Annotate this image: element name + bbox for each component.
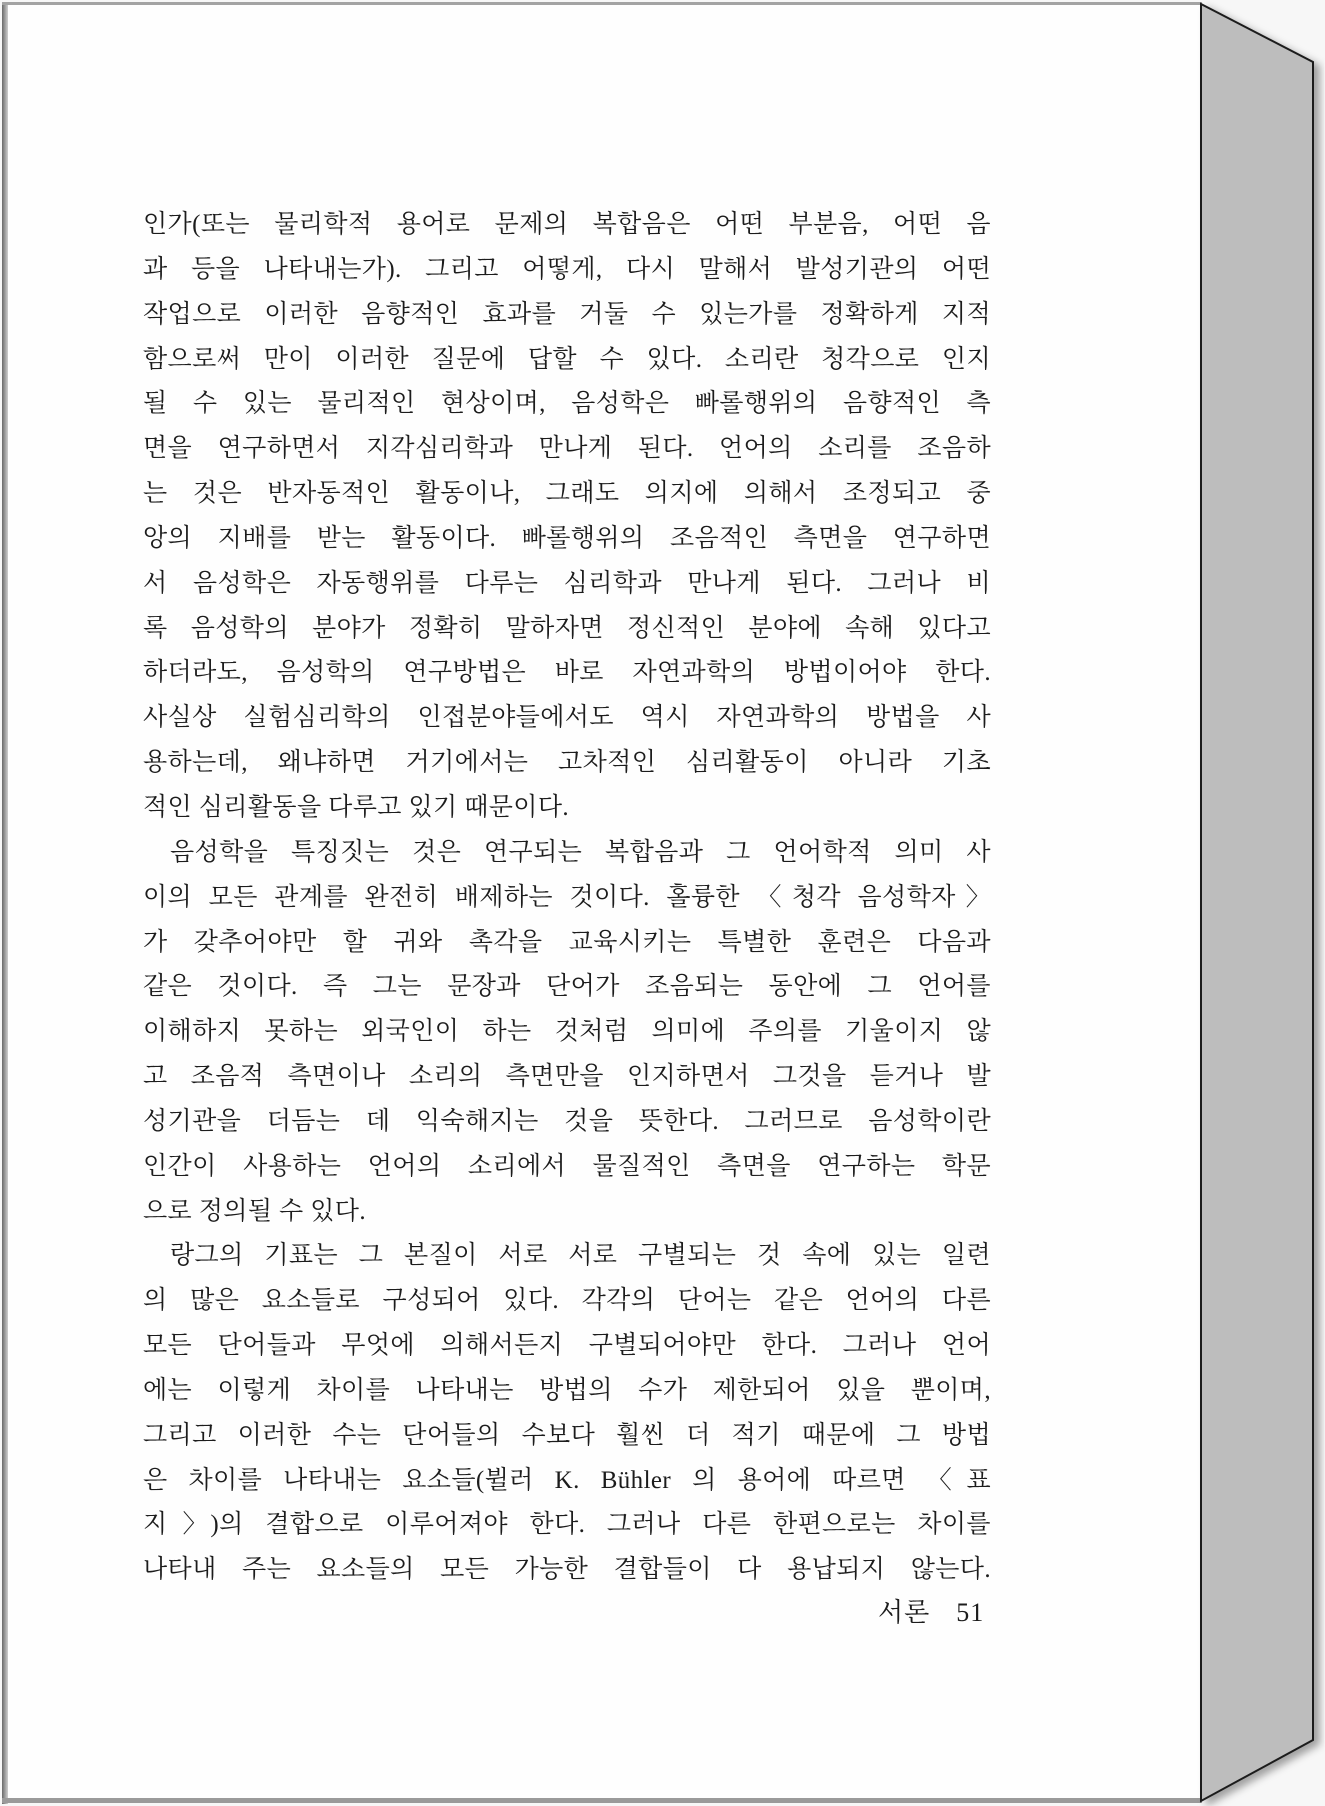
text-line: 사실상 실험심리학의 인접분야들에서도 역시 자연과학의 방법을 사 bbox=[143, 704, 991, 732]
text-line: 모든 단어들과 무엇에 의해서든지 구별되어야만 한다. 그러나 언어 bbox=[143, 1332, 991, 1360]
text-line: 면을 연구하면서 지각심리학과 만나게 된다. 언어의 소리를 조음하 bbox=[143, 435, 991, 463]
text-line: 작업으로 이러한 음향적인 효과를 거둘 수 있는가를 정확하게 지적 bbox=[143, 300, 991, 328]
text-line: 하더라도, 음성학의 연구방법은 바로 자연과학의 방법이어야 한다. bbox=[143, 659, 991, 687]
text-line: 랑그의 기표는 그 본질이 서로 서로 구별되는 것 속에 있는 일련 bbox=[170, 1242, 991, 1270]
text-line: 나타내 주는 요소들의 모든 가능한 결합들이 다 용납되지 않는다. bbox=[143, 1556, 991, 1584]
text-line: 록 음성학의 분야가 정확히 말하자면 정신적인 분야에 속해 있다고 bbox=[143, 614, 991, 642]
text-line: 함으로써 만이 이러한 질문에 답할 수 있다. 소리란 청각으로 인지 bbox=[143, 345, 991, 373]
text-line: 성기관을 더듬는 데 익숙해지는 것을 뜻한다. 그러므로 음성학이란 bbox=[143, 1107, 991, 1135]
text-line: 고 조음적 측면이나 소리의 측면만을 인지하면서 그것을 듣거나 발 bbox=[143, 1063, 991, 1091]
text-line: 음성학을 특징짓는 것은 연구되는 복합음과 그 언어학적 의미 사 bbox=[170, 838, 991, 866]
text-line: 이해하지 못하는 외국인이 하는 것처럼 의미에 주의를 기울이지 않 bbox=[143, 1018, 991, 1046]
text-line: 지〉)의 결합으로 이루어져야 한다. 그러나 다른 한편으로는 차이를 bbox=[143, 1511, 991, 1539]
text-line: 용하는데, 왜냐하면 거기에서는 고차적인 심리활동이 아니라 기초 bbox=[143, 749, 991, 777]
text-line: 인가(또는 물리학적 용어로 문제의 복합음은 어떤 부분음, 어떤 음 bbox=[143, 211, 991, 238]
page-surface bbox=[6, 4, 1201, 1801]
text-line: 적인 심리활동을 다루고 있기 때문이다. bbox=[143, 793, 570, 821]
text-line: 가 갖추어야만 할 귀와 촉각을 교육시키는 특별한 훈련은 다음과 bbox=[143, 928, 991, 956]
footer-section-title: 서론 bbox=[878, 1598, 931, 1627]
page-footer bbox=[878, 1592, 984, 1629]
text-line: 는 것은 반자동적인 활동이나, 그래도 의지에 의해서 조정되고 중 bbox=[143, 480, 991, 508]
text-line: 은 차이를 나타내는 요소들(뷜러 K. Bühler 의 용어에 따르면 〈표 bbox=[143, 1466, 991, 1494]
text-line: 의 많은 요소들로 구성되어 있다. 각각의 단어는 같은 언어의 다른 bbox=[143, 1287, 991, 1315]
text-line: 이의 모든 관계를 완전히 배제하는 것이다. 홀륭한 〈청각 음성학자〉 bbox=[143, 883, 991, 911]
book-edge-face bbox=[1201, 4, 1313, 1801]
text-line: 으로 정의될 수 있다. bbox=[143, 1197, 367, 1225]
emphasized-text: 인간이 사용하는 언어의 소리에서 물질적인 측면을 연구하는 학문 bbox=[143, 1152, 991, 1180]
footer-page-number: 51 bbox=[956, 1598, 985, 1627]
text-line: 앙의 지배를 받는 활동이다. 빠롤행위의 조음적인 측면을 연구하면 bbox=[143, 524, 991, 552]
text-block bbox=[143, 203, 991, 1593]
text-line bbox=[143, 1145, 991, 1190]
text-line: 과 등을 나타내는가). 그리고 어떻게, 다시 말해서 발성기관의 어떤 bbox=[143, 255, 991, 283]
text-line: 같은 것이다. 즉 그는 문장과 단어가 조음되는 동안에 그 언어를 bbox=[143, 973, 991, 1001]
text-line: 될 수 있는 물리적인 현상이며, 음성학은 빠롤행위의 음향적인 측 bbox=[143, 390, 991, 418]
text-line: 그리고 이러한 수는 단어들의 수보다 훨씬 더 적기 때문에 그 방법 bbox=[143, 1421, 991, 1449]
text-line: 서 음성학은 자동행위를 다루는 심리학과 만나게 된다. 그러나 비 bbox=[143, 569, 991, 597]
text-line: 에는 이렇게 차이를 나타내는 방법의 수가 제한되어 있을 뿐이며, bbox=[143, 1376, 991, 1404]
